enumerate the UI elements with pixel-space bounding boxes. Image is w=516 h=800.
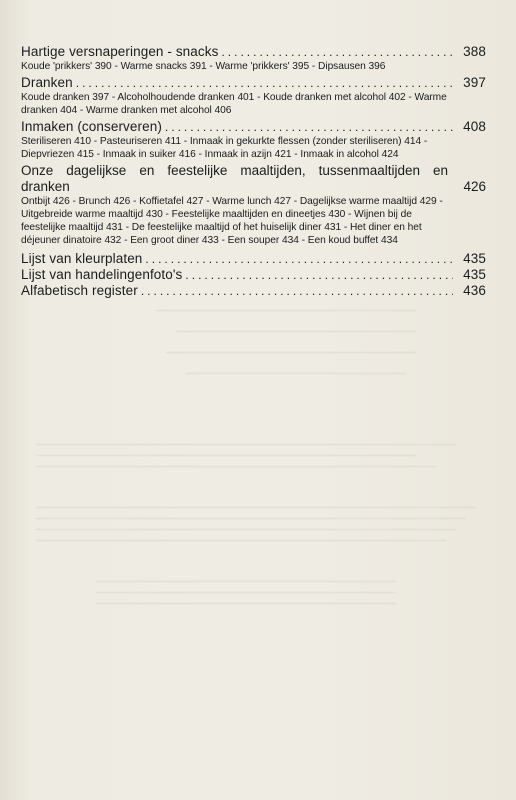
dot-leader bbox=[141, 283, 453, 299]
toc-entry-page: 435 bbox=[463, 251, 486, 266]
toc-entry-title: Lijst van kleurplaten bbox=[21, 251, 143, 266]
toc-entry-page: 436 bbox=[463, 283, 486, 298]
toc-entry-subentries: Steriliseren 410 - Pasteuriseren 411 - Inmaak in gekurkte flessen (zonder steriliseren) 414 - Diepvriezen 415 - Inmaak in suiker 416 - Inmaak in azijn 421 - Inmaak in alcohol 424 bbox=[21, 136, 428, 160]
toc-entry-page: 388 bbox=[463, 44, 486, 59]
toc-entry-title: Inmaken (conserveren) bbox=[21, 119, 162, 134]
toc-entry-subentries: Koude dranken 397 - Alcoholhoudende dranken 401 - Koude dranken met alcohol 402 - Warme dranken 404 - Warme dranken met alcohol 406 bbox=[21, 92, 447, 116]
toc-entry-hartige-versnaperingen bbox=[21, 44, 486, 73]
toc-entry-dranken bbox=[21, 75, 486, 117]
dot-leader bbox=[76, 75, 453, 91]
dot-leader bbox=[185, 267, 453, 283]
toc-entry-page: 408 bbox=[463, 119, 486, 134]
dot-leader bbox=[165, 119, 453, 135]
toc-entry-kleurplaten bbox=[21, 251, 486, 267]
toc-entry-subentries: Ontbijt 426 - Brunch 426 - Koffietafel 427 - Warme lunch 427 - Dagelijkse warme maaltijd 429 - Uitgebreide warme maaltijd 430 - Feestelijke maaltijden en dineetjes 430 - Wijnen bij de feestelijke maaltijd 431 - De feestelijke maaltijd of het huiselijk diner 431 - Het diner en het déjeuner dinatoire 432 - Een groot diner 433 - Een souper 434 - Een koud buffet 434 bbox=[21, 196, 443, 246]
toc-entry-maaltijden bbox=[21, 163, 486, 247]
toc-entry-inmaken bbox=[21, 119, 486, 161]
bleed-through-text bbox=[36, 300, 476, 604]
toc-entry-subentries: Koude 'prikkers' 390 - Warme snacks 391 - Warme 'prikkers' 395 - Dipsausen 396 bbox=[21, 61, 386, 72]
toc-entry-title: Dranken bbox=[21, 75, 73, 90]
dot-leader bbox=[221, 44, 453, 60]
toc-entry-title-line1: Onze dagelijkse en feestelijke maaltijden, tussenmaaltijden en bbox=[21, 163, 448, 178]
toc-entry-title: Alfabetisch register bbox=[21, 283, 138, 298]
toc-entry-page: 397 bbox=[463, 75, 486, 90]
toc-entry-handelingenfotos bbox=[21, 267, 486, 283]
toc-entry-page: 426 bbox=[463, 179, 486, 194]
toc-entry-register bbox=[21, 283, 486, 299]
toc-entry-title: Hartige versnaperingen - snacks bbox=[21, 44, 219, 59]
dot-leader bbox=[145, 251, 453, 267]
toc-entry-title-line2: dranken bbox=[21, 179, 70, 194]
table-of-contents bbox=[21, 44, 486, 299]
toc-entry-title: Lijst van handelingenfoto's bbox=[21, 267, 183, 282]
toc-entry-page: 435 bbox=[463, 267, 486, 282]
